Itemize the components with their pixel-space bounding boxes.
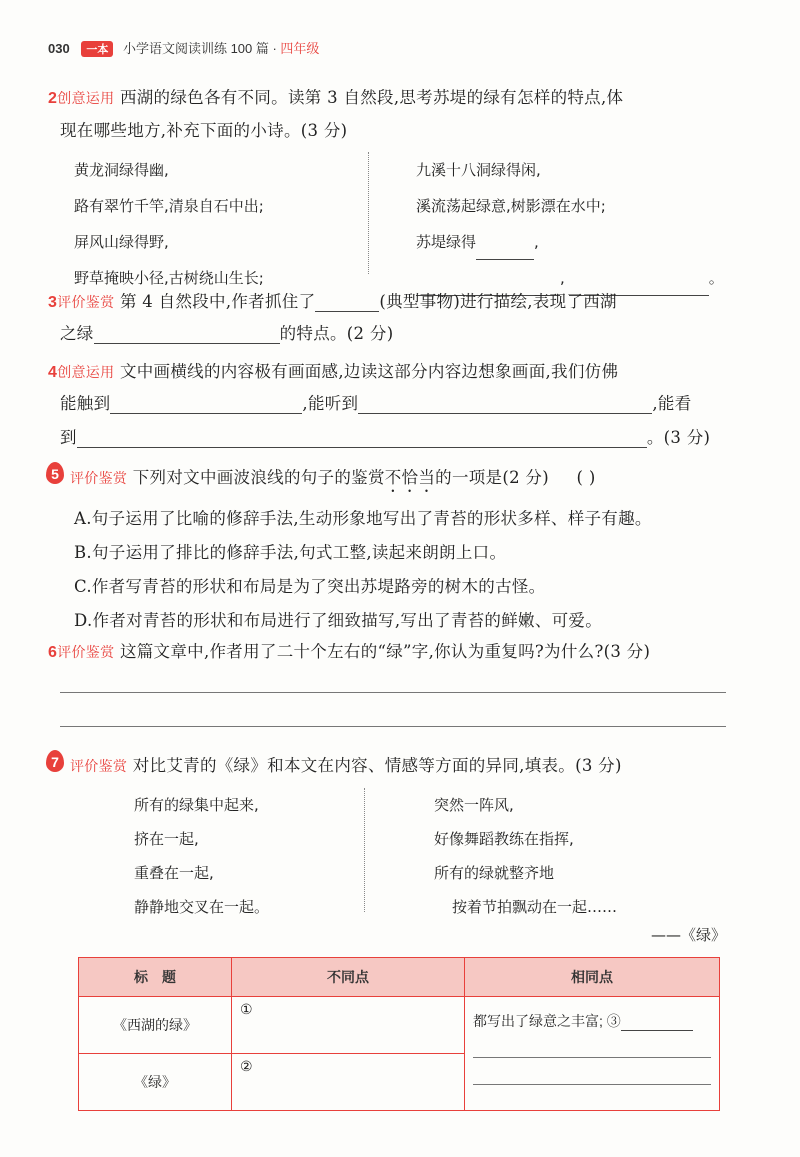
poem-line: 静静地交叉在一起。 [134, 898, 270, 916]
comparison-table [78, 957, 720, 1111]
poem-divider [368, 152, 369, 274]
grade-label: 四年级 [280, 41, 320, 56]
q4-text: ,能看 [652, 394, 692, 413]
q6-number: 6 [48, 644, 58, 661]
poem-line: 野草掩映小径,古树绕山生长; [74, 269, 264, 287]
poem-punct: , [534, 233, 539, 251]
book-title: 小学语文阅读训练 100 篇 · [122, 41, 281, 56]
q7-flame-icon: 7 [46, 750, 64, 772]
poem-line: 溪流荡起绿意,树影漂在水中; [416, 197, 606, 215]
poem-line: 所有的绿就整齐地 [434, 864, 555, 882]
q4-number: 4 [48, 364, 58, 381]
q2-line1 [48, 84, 623, 108]
page-header [48, 38, 319, 57]
answer-blank[interactable] [77, 447, 647, 448]
q3-line1 [48, 288, 617, 312]
answer-cell[interactable] [232, 1054, 465, 1111]
q6-tag: 评价鉴赏 [57, 644, 115, 660]
q5-options [74, 502, 652, 638]
q5-text: 下列对文中画波浪线的句子的鉴赏 [132, 468, 385, 487]
option-a[interactable]: A.句子运用了比喻的修辞手法,生动形象地写出了青苔的形状多样、样子有趣。 [74, 509, 652, 528]
q6-line1 [48, 638, 650, 662]
q4-text: 能触到 [60, 394, 111, 413]
table-header: 相同点 [465, 958, 720, 997]
answer-line[interactable] [60, 726, 726, 727]
poem-line: 重叠在一起, [134, 864, 214, 882]
page-number: 030 [48, 41, 70, 56]
answer-blank[interactable] [110, 413, 302, 414]
table-row-title: 《西湖的绿》 [79, 997, 232, 1054]
q2-tag: 创意运用 [57, 90, 115, 106]
circle-number: ② [240, 1058, 253, 1074]
answer-line[interactable] [60, 692, 726, 693]
table-header: 标 题 [79, 958, 232, 997]
q2-line2: 现在哪些地方,补充下面的小诗。(3 分) [60, 121, 348, 140]
q4-tag: 创意运用 [57, 364, 115, 380]
poem-line: 九溪十八洞绿得闲, [416, 161, 541, 179]
q7-poem-right [434, 788, 617, 924]
q7-poem-left [134, 788, 269, 924]
q5-emphasis: 不恰当 [384, 468, 436, 487]
q5-line1 [70, 464, 596, 496]
q4-line3 [60, 424, 710, 448]
table-row-title: 《绿》 [79, 1054, 232, 1111]
poem-line: 按着节拍飘动在一起…… [452, 898, 618, 916]
q2-number: 2 [48, 90, 58, 107]
q3-line2 [60, 320, 393, 344]
q7-tag: 评价鉴赏 [70, 758, 128, 774]
poem-line: 好像舞蹈教练在指挥, [434, 830, 574, 848]
answer-cell-same[interactable] [465, 997, 720, 1111]
poem-line: 屏风山绿得野, [74, 233, 169, 251]
poem-line: 突然一阵风, [434, 796, 514, 814]
q5-text: 的一项是(2 分) [435, 468, 549, 487]
same-text: 都写出了绿意之丰富; ③ [473, 1013, 621, 1029]
poem-punct: 。 [708, 269, 724, 287]
q3-text: 第 4 自然段中,作者抓住了 [119, 292, 316, 311]
answer-blank[interactable] [358, 413, 652, 414]
answer-blank[interactable] [315, 311, 379, 312]
q3-text: 的特点。(2 分) [279, 324, 394, 343]
circle-number: ① [240, 1001, 253, 1017]
q4-text: ,能听到 [302, 394, 359, 413]
q4-line2 [60, 390, 692, 414]
q4-text: 到 [60, 428, 77, 447]
poem-punct: , [560, 269, 565, 287]
q4-text: 文中画横线的内容极有画面感,边读这部分内容边想象画面,我们仿佛 [119, 362, 619, 381]
answer-blank[interactable] [621, 1030, 693, 1031]
q5-flame-icon: 5 [46, 462, 64, 484]
q5-tag: 评价鉴赏 [70, 470, 128, 486]
q2-poem-left [74, 152, 264, 296]
q4-line1 [48, 358, 618, 382]
q6-text: 这篇文章中,作者用了二十个左右的“绿”字,你认为重复吗?为什么?(3 分) [119, 642, 651, 661]
poem-source: ——《绿》 [650, 926, 726, 944]
q2-text1: 西湖的绿色各有不同。读第 3 自然段,思考苏堤的绿有怎样的特点,体 [119, 88, 624, 107]
q3-text: (典型事物)进行描绘,表现了西湖 [379, 292, 617, 311]
poem-line: 挤在一起, [134, 830, 199, 848]
q4-text: 。(3 分) [646, 428, 711, 447]
answer-blank[interactable] [94, 343, 280, 344]
answer-line[interactable] [473, 1058, 711, 1085]
q3-text: 之绿 [60, 324, 94, 343]
poem-divider [364, 788, 365, 912]
answer-bracket[interactable]: ( ) [576, 468, 596, 487]
q7-line1 [70, 752, 622, 776]
poem-line: 黄龙洞绿得幽, [74, 161, 169, 179]
poem-line: 路有翠竹千竿,清泉自石中出; [74, 197, 264, 215]
q2-poem-right [416, 152, 724, 296]
q7-text: 对比艾青的《绿》和本文在内容、情感等方面的异同,填表。(3 分) [132, 756, 622, 775]
brand-logo: 一本 [81, 41, 113, 57]
answer-line[interactable] [473, 1033, 711, 1058]
poem-line: 苏堤绿得 [416, 233, 477, 251]
answer-cell[interactable] [232, 997, 465, 1054]
option-c[interactable]: C.作者写青苔的形状和布局是为了突出苏堤路旁的树木的古怪。 [74, 577, 546, 596]
option-d[interactable]: D.作者对青苔的形状和布局进行了细致描写,写出了青苔的鲜嫩、可爱。 [74, 611, 603, 630]
option-b[interactable]: B.句子运用了排比的修辞手法,句式工整,读起来朗朗上口。 [74, 543, 507, 562]
q3-number: 3 [48, 294, 58, 311]
poem-line: 所有的绿集中起来, [134, 796, 259, 814]
q3-tag: 评价鉴赏 [57, 294, 115, 310]
table-header: 不同点 [232, 958, 465, 997]
